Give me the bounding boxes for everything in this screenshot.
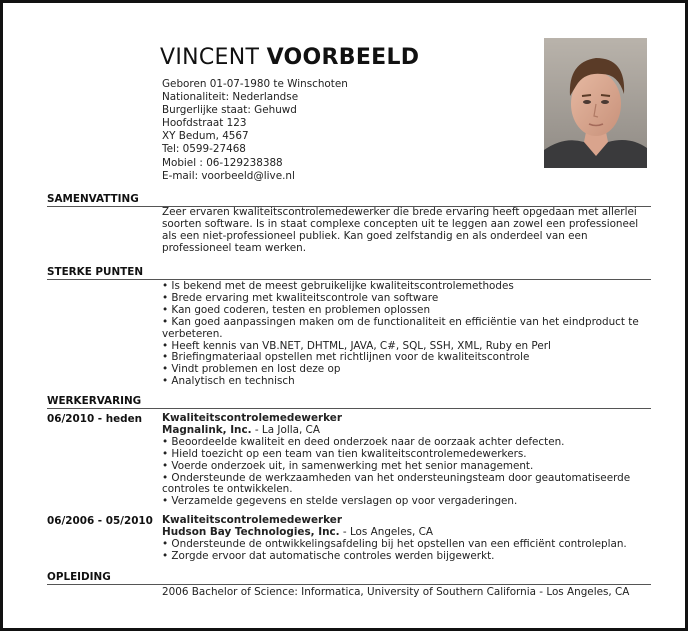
mobile-line: Mobiel : 06-129238388 [162, 156, 283, 169]
company-location: - Los Angeles, CA [339, 525, 433, 538]
list-item: • Vindt problemen en lost deze op [162, 363, 341, 376]
education-text: 2006 Bachelor of Science: Informatica, University of Southern California - Los Angeles, CA [162, 586, 630, 598]
summary-heading: SAMENVATTING [47, 193, 139, 205]
candidate-name [160, 45, 419, 70]
job-entry [162, 515, 652, 563]
last-name: VOORBEELD [266, 45, 420, 70]
contact-details [162, 78, 348, 183]
profile-photo [544, 38, 647, 168]
list-item: • Is bekend met de meest gebruikelijke kwaliteitscontrolemethodes [162, 280, 514, 292]
marital-status-line: Burgerlijke staat: Gehuwd [162, 104, 297, 117]
list-item: • Kan goed aanpassingen maken om de functionaliteit en efficiëntie van het eindproduct te verbeteren. [162, 315, 639, 340]
strengths-list [162, 281, 652, 388]
strengths-heading: STERKE PUNTEN [47, 266, 144, 278]
job-entry [162, 413, 652, 508]
company-name: Hudson Bay Technologies, Inc. [162, 525, 340, 538]
first-name: VINCENT [160, 45, 260, 70]
list-item: • Brede ervaring met kwaliteitscontrole van software [162, 291, 439, 304]
list-item: • Verzamelde gegevens en stelde verslagen op voor vergaderingen. [162, 495, 518, 508]
company-name: Magnalink, Inc. [162, 423, 252, 436]
list-item: • Zorgde ervoor dat automatische controles werden bijgewerkt. [162, 549, 495, 562]
education-divider [47, 584, 651, 585]
job-date: 06/2010 - heden [47, 413, 143, 425]
experience-heading: WERKERVARING [47, 395, 142, 407]
summary-text: Zeer ervaren kwaliteitscontrolemedewerker die brede ervaring heeft opgedaan met allerlei soorten software. Is in staat complexe concepten uit te leggen aan zowel een professioneel als een niet-professioneel publiek. Kan goed zelfstandig en als onderdeel van een professioneel team werken. [162, 206, 639, 254]
experience-divider [47, 408, 651, 409]
email-line: E-mail: voorbeeld@live.nl [162, 169, 295, 182]
list-item: • Heeft kennis van VB.NET, DHTML, JAVA, C#, SQL, SSH, XML, Ruby en Perl [162, 339, 551, 352]
list-item: • Ondersteunde de ontwikkelingsafdeling bij het opstellen van een efficiënt controleplan. [162, 537, 627, 550]
job-title: Kwaliteitscontrolemedewerker [162, 514, 342, 526]
list-item: • Beoordeelde kwaliteit en deed onderzoek naar de oorzaak achter defecten. [162, 435, 565, 448]
list-item: • Voerde onderzoek uit, in samenwerking met het senior management. [162, 459, 534, 472]
postal-line: XY Bedum, 4567 [162, 130, 249, 143]
list-item: • Kan goed coderen, testen en problemen oplossen [162, 303, 431, 316]
birth-line: Geboren 01-07-1980 te Winschoten [162, 78, 348, 90]
list-item: • Analytisch en technisch [162, 375, 295, 388]
street-line: Hoofdstraat 123 [162, 117, 247, 130]
list-item: • Hield toezicht op een team van tien kwaliteitscontrolemedewerkers. [162, 447, 527, 460]
list-item: • Ondersteunde de werkzaamheden van het ondersteuningsteam door geautomatiseerde controles te ontwikkelen. [162, 471, 631, 496]
job-title: Kwaliteitscontrolemedewerker [162, 412, 342, 424]
job-date: 06/2006 - 05/2010 [47, 515, 153, 527]
education-heading: OPLEIDING [47, 571, 111, 583]
company-location: - La Jolla, CA [251, 423, 320, 436]
nationality-line: Nationaliteit: Nederlandse [162, 91, 299, 104]
list-item: • Briefingmateriaal opstellen met richtlijnen voor de kwaliteitscontrole [162, 351, 530, 364]
phone-line: Tel: 0599-27468 [162, 143, 246, 156]
